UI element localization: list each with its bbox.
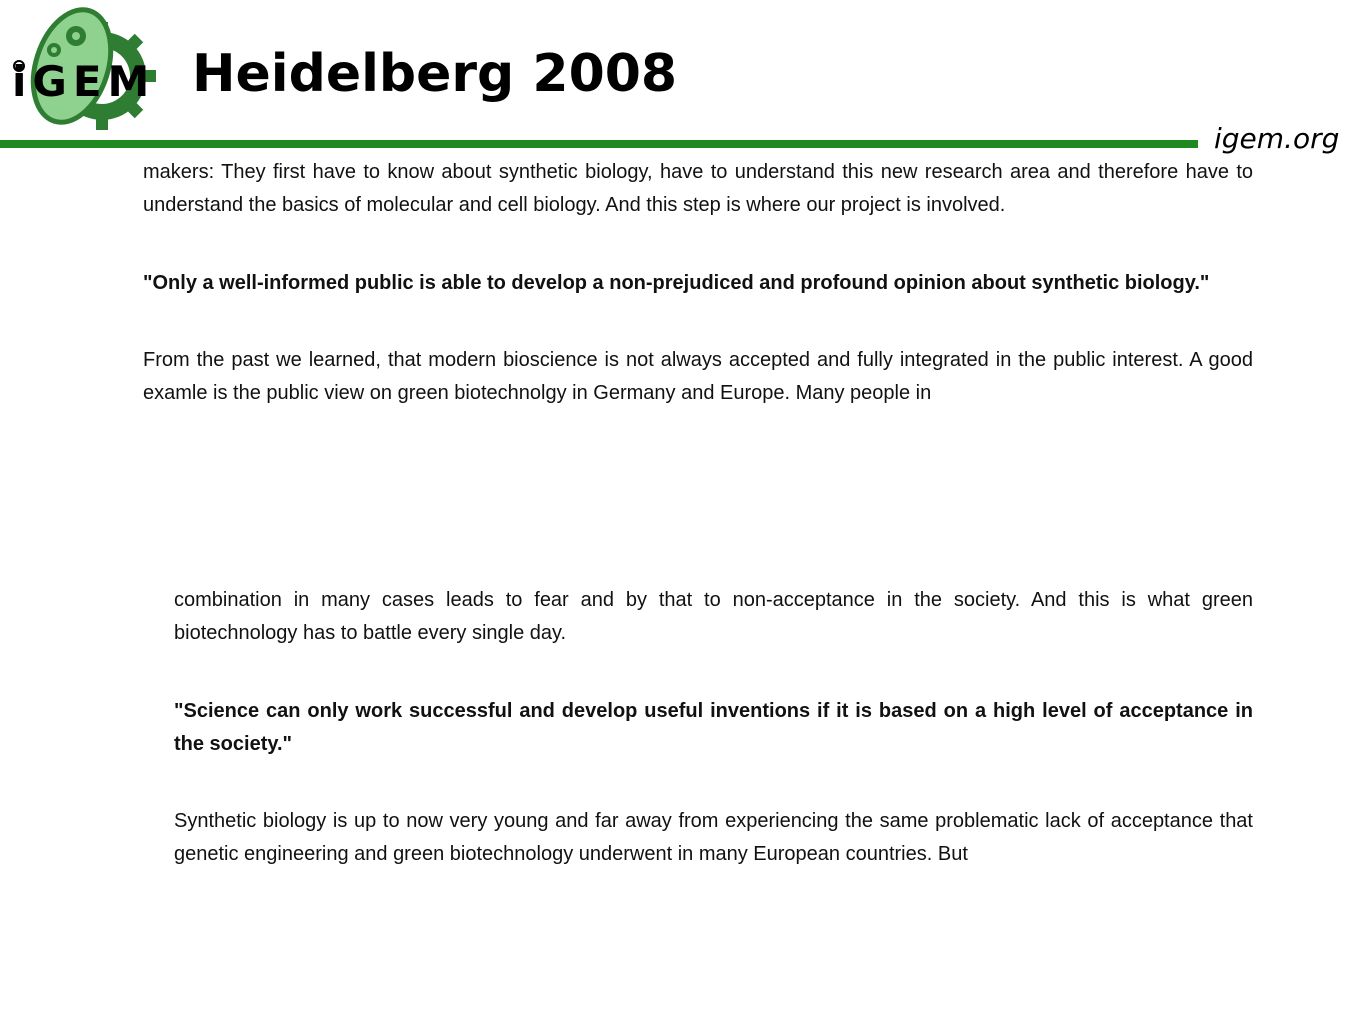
document-excerpt-1 xyxy=(143,156,1253,473)
paragraph-gap xyxy=(143,223,1253,267)
paragraph: From the past we learned, that modern bioscience is not always accepted and fully integrated in the public interest. A good examle is the public view on green biotechnolgy in Germany and Europe. Many people in xyxy=(143,348,1253,405)
logo-text: iGEM xyxy=(12,57,156,106)
slide-header xyxy=(0,0,1365,160)
paragraph: makers: They first have to know about synthetic biology, have to understand this new research area and therefore have to understand the basics of molecular and cell biology. And this step is where our project is involved. xyxy=(143,161,1253,217)
page-title: Heidelberg 2008 xyxy=(192,44,678,104)
header-divider xyxy=(0,140,1198,148)
document-excerpt-2 xyxy=(174,584,1253,866)
paragraph: Synthetic biology is up to now very young and far away from experiencing the same problematic lack of acceptance that genetic engineering and green biotechnology underwent in many European countries. But xyxy=(174,810,1253,866)
paragraph: combination in many cases leads to fear and by that to non-acceptance in the society. And this is what green biotechnology has to battle every single day. xyxy=(174,589,1253,645)
site-url: igem.org xyxy=(1214,122,1340,155)
quote: "Only a well-informed public is able to develop a non-prejudiced and profound opinion about synthetic biology." xyxy=(143,271,1210,294)
paragraph-gap xyxy=(174,651,1253,695)
paragraph-gap xyxy=(174,761,1253,805)
igem-logo xyxy=(10,4,170,134)
paragraph-gap xyxy=(143,300,1253,344)
quote: "Science can only work successful and develop useful inventions if it is based on a high level of acceptance in the society." xyxy=(174,699,1253,755)
